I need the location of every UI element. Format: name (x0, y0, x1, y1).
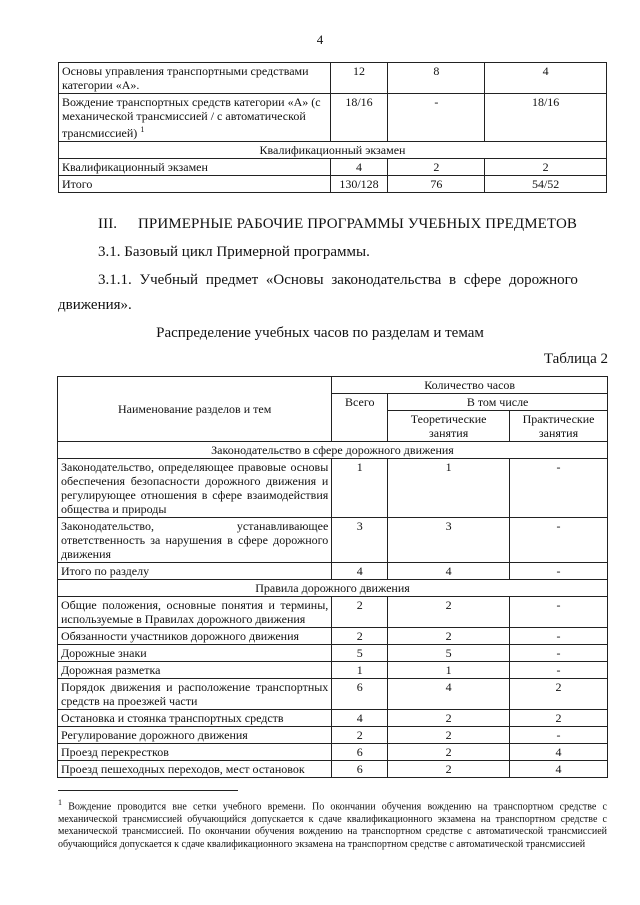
table-row (58, 518, 608, 563)
cell-name: Основы управления транспортными средствами категории «А». (59, 63, 331, 94)
cell-name: Остановка и стоянка транспортных средств (58, 710, 332, 727)
cell-theory: 4 (388, 679, 510, 710)
table-row (58, 727, 608, 744)
cell-practice: - (510, 597, 608, 628)
table-row (58, 744, 608, 761)
cell-practice: - (510, 459, 608, 518)
section-title: Правила дорожного движения (58, 580, 608, 597)
cell-theory: 2 (388, 710, 510, 727)
hours-distribution-table (57, 376, 608, 778)
cell-name: Законодательство, устанавливающее ответственность за нарушения в сфере дорожного движения (58, 518, 332, 563)
cell-total: 3 (332, 518, 388, 563)
heading-number: III. (98, 216, 118, 232)
footnote-divider (58, 790, 238, 791)
header-hours: Количество часов (332, 377, 608, 394)
cell-total: 18/16 (330, 94, 388, 142)
footnote-ref: 1 (140, 125, 145, 134)
cell-practice: 2 (510, 679, 608, 710)
header-practice: Практические занятия (510, 411, 608, 442)
cell-name-text: Вождение транспортных средств категории «А» (с механической трансмиссией / с автоматической трансмиссией) (62, 95, 321, 140)
table-row (59, 94, 607, 142)
cell-theory: 5 (388, 645, 510, 662)
cell-name: Квалификационный экзамен (59, 159, 331, 176)
cell-name (59, 94, 331, 142)
cell-theory: 1 (388, 459, 510, 518)
cell-theory: 8 (388, 63, 485, 94)
section-title: Законодательство в сфере дорожного движения (58, 442, 608, 459)
cell-name: Проезд перекрестков (58, 744, 332, 761)
cell-total: 6 (332, 744, 388, 761)
cell-name: Обязанности участников дорожного движения (58, 628, 332, 645)
cell-practice: 2 (510, 710, 608, 727)
cell-practice: - (510, 645, 608, 662)
cell-name: Дорожная разметка (58, 662, 332, 679)
cell-total: 5 (332, 645, 388, 662)
cell-practice: 54/52 (485, 176, 607, 193)
cell-total: 2 (332, 727, 388, 744)
paragraph-continuation: движения». (58, 297, 132, 313)
cell-theory: - (388, 94, 485, 142)
cell-name: Проезд пешеходных переходов, мест остановок (58, 761, 332, 778)
section-row (59, 142, 607, 159)
cell-practice: 4 (510, 744, 608, 761)
cell-practice: 2 (485, 159, 607, 176)
table-row (58, 645, 608, 662)
cell-total: 130/128 (330, 176, 388, 193)
cell-theory: 4 (388, 563, 510, 580)
table-row (58, 459, 608, 518)
cell-practice: - (510, 662, 608, 679)
cell-total: 1 (332, 662, 388, 679)
section-row (58, 442, 608, 459)
paragraph: 3.1.1. Учебный предмет «Основы законодательства в сфере дорожного (98, 272, 578, 288)
header-name: Наименование разделов и тем (58, 377, 332, 442)
page-number: 4 (316, 32, 324, 47)
hours-summary-table (58, 62, 607, 193)
table-row-subtotal (58, 563, 608, 580)
cell-name: Итого (59, 176, 331, 193)
table-row (58, 597, 608, 628)
cell-name: Итого по разделу (58, 563, 332, 580)
footnote (58, 797, 607, 851)
cell-total: 2 (332, 628, 388, 645)
cell-total: 4 (332, 710, 388, 727)
cell-theory: 2 (388, 159, 485, 176)
cell-name: Дорожные знаки (58, 645, 332, 662)
cell-practice: 18/16 (485, 94, 607, 142)
table-row (58, 761, 608, 778)
table-row (59, 159, 607, 176)
heading-text: ПРИМЕРНЫЕ РАБОЧИЕ ПРОГРАММЫ УЧЕБНЫХ ПРЕДМЕТОВ (138, 216, 578, 232)
cell-total: 4 (332, 563, 388, 580)
cell-theory: 3 (388, 518, 510, 563)
cell-theory: 2 (388, 628, 510, 645)
cell-total: 1 (332, 459, 388, 518)
table-row (58, 628, 608, 645)
cell-practice: 4 (485, 63, 607, 94)
cell-practice: 4 (510, 761, 608, 778)
cell-practice: - (510, 628, 608, 645)
section-title: Квалификационный экзамен (59, 142, 607, 159)
cell-theory: 2 (388, 597, 510, 628)
cell-theory: 1 (388, 662, 510, 679)
header-including: В том числе (388, 394, 608, 411)
cell-total: 6 (332, 761, 388, 778)
footnote-text: Вождение проводится вне сетки учебного времени. По окончании обучения вождению на транспортном средстве с механической трансмиссией обучающийся допускается к сдаче квалификационного экзамена на транспортном средстве с механической трансмиссией. По окончании обучения вождению на транспортном средстве с автоматической трансмиссией обучающийся допускается к сдаче квалификационного экзамена на транспортном средстве с автоматической трансмиссией (58, 801, 607, 850)
table-label: Таблица 2 (543, 351, 608, 367)
section-heading (98, 216, 577, 233)
paragraph: 3.1. Базовый цикл Примерной программы. (98, 244, 370, 260)
cell-name: Общие положения, основные понятия и термины, используемые в Правилах дорожного движения (58, 597, 332, 628)
cell-total: 2 (332, 597, 388, 628)
cell-practice: - (510, 727, 608, 744)
cell-theory: 2 (388, 761, 510, 778)
cell-theory: 76 (388, 176, 485, 193)
cell-total: 4 (330, 159, 388, 176)
footnote-mark: 1 (58, 798, 62, 807)
header-theory: Теоретические занятия (388, 411, 510, 442)
section-row (58, 580, 608, 597)
cell-practice: - (510, 563, 608, 580)
table-row-total (59, 176, 607, 193)
cell-total: 12 (330, 63, 388, 94)
cell-total: 6 (332, 679, 388, 710)
cell-theory: 2 (388, 744, 510, 761)
table-row (58, 679, 608, 710)
cell-name: Законодательство, определяющее правовые основы обеспечения безопасности дорожного движения и регулирующее отношения в сфере взаимодействия общества и природы (58, 459, 332, 518)
table-row (58, 710, 608, 727)
cell-practice: - (510, 518, 608, 563)
table-subtitle: Распределение учебных часов по разделам и темам (156, 325, 484, 341)
cell-name: Регулирование дорожного движения (58, 727, 332, 744)
header-total: Всего (332, 394, 388, 442)
table-row (59, 63, 607, 94)
cell-name: Порядок движения и расположение транспортных средств на проезжей части (58, 679, 332, 710)
table-row (58, 662, 608, 679)
cell-theory: 2 (388, 727, 510, 744)
